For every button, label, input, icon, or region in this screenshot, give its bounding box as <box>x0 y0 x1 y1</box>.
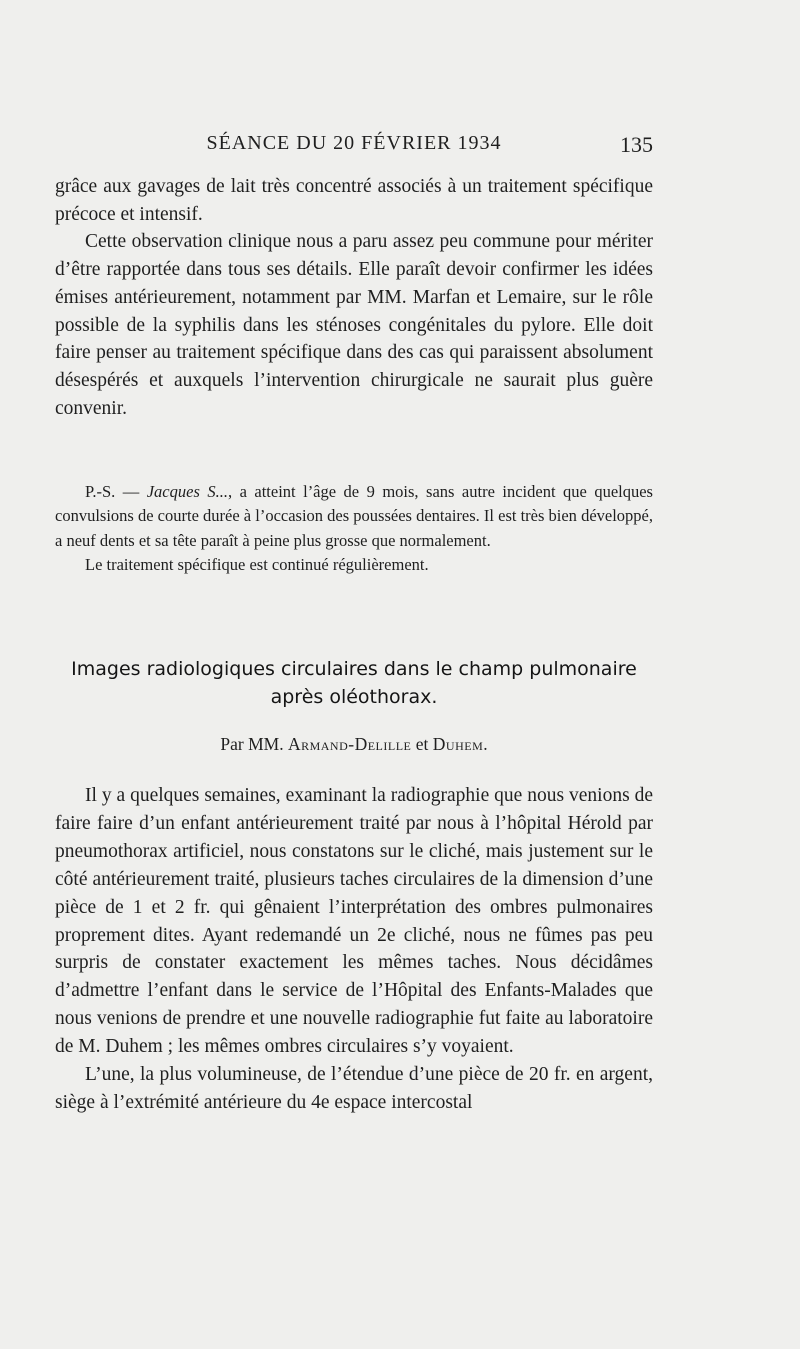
paragraph: grâce aux gavages de lait très concentré associés à un traitement spécifique précoce et intensif. <box>55 176 653 225</box>
section-heading <box>55 655 653 711</box>
author-line <box>55 734 653 755</box>
postscript <box>55 480 653 577</box>
header-title: SÉANCE DU 20 FÉVRIER 1934 <box>206 132 502 154</box>
author-name: Duhem <box>432 734 484 754</box>
postscript-line: Le traitement spécifique est continué régulièrement. <box>85 554 429 574</box>
paragraph: L’une, la plus volumineuse, de l’étendue d’une pièce de 20 fr. en argent, siège à l’extrémité antérieure du 4e espace intercostal <box>55 1064 653 1113</box>
authors-suffix: . <box>483 734 488 754</box>
patient-name: Jacques S... <box>146 482 228 501</box>
running-header <box>55 132 653 158</box>
page-number: 135 <box>620 132 653 157</box>
section-title-line: après oléothorax. <box>270 686 438 708</box>
postscript-paragraph <box>55 480 653 553</box>
article-body <box>55 782 653 1117</box>
postscript-text: , a atteint l’âge de 9 mois, sans autre incident que quelques convulsions de courte durée à l’occasion des poussées dentaires. Il est très bien développé, a neuf dents et sa tête paraît à peine plus grosse que normalement. <box>55 482 653 550</box>
postscript-prefix: P.-S. — <box>85 482 147 501</box>
authors-join: et <box>411 734 433 754</box>
section-title-line: Images radiologiques circulaires dans le champ pulmonaire <box>71 658 637 680</box>
top-paragraphs <box>55 173 653 422</box>
paragraph: Cette observation clinique nous a paru assez peu commune pour mériter d’être rapportée dans tous ses détails. Elle paraît devoir confirmer les idées émises antérieurement, notamment par MM. Marfan et Lemaire, sur le rôle possible de la syphilis dans les sténoses congénitales du pylore. Elle doit faire penser au traitement spécifique dans des cas qui paraissent absolument désespérés et auxquels l’intervention chirurgicale ne saurait plus guère convenir. <box>55 231 653 419</box>
paragraph: Il y a quelques semaines, examinant la radiographie que nous venions de faire faire d’un enfant antérieurement traité par nous à l’hôpital Hérold par pneumothorax artificiel, nous constatons sur le cliché, mais justement sur le côté antérieurement traité, plusieurs taches circulaires de la dimension d’une pièce de 1 et 2 fr. qui gênaient l’interprétation des ombres pulmonaires proprement dites. Ayant redemandé un 2e cliché, nous ne fûmes pas peu surpris de constater exactement les mêmes taches. Nous décidâmes d’admettre l’enfant dans le service de l’Hôpital des Enfants-Malades que nous venions de prendre et une nouvelle radiographie fut faite au laboratoire de M. Duhem ; les mêmes ombres circulaires s’y voyaient. <box>55 785 653 1058</box>
authors-prefix: Par MM. <box>220 734 288 754</box>
author-name: Armand-Delille <box>287 734 412 754</box>
